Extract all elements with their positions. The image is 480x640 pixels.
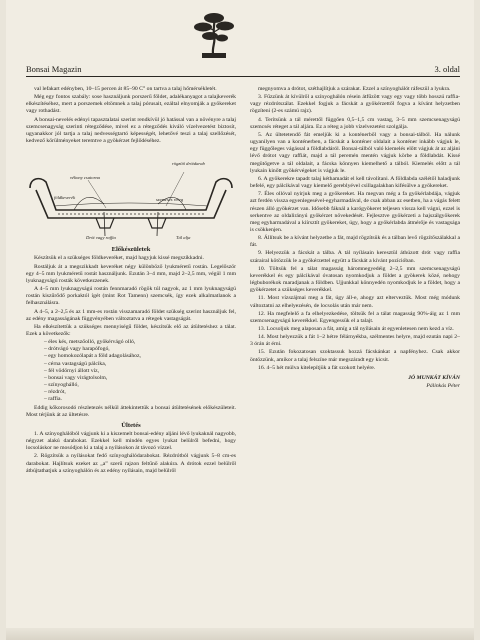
paragraph: Még egy fontos szabály: sose használjunk porszerű földet, adalékanyagot a talajkeverék elkészítéséhez, mert a porszemek eltömnek a talaj pórusait, ezáltal elnyomják a gyökereket vagy rothadást.	[26, 94, 236, 115]
paragraph: Készítsük el a szükséges földkeveréket, majd hagyjuk kissé megszikkadni.	[34, 255, 204, 262]
figure-label: rögzítő drótdarab	[172, 161, 205, 167]
list-item: – egy homokozólapát a föld adagolásához,	[44, 353, 236, 360]
list-item: – éles kés, metszőolló, gyökérvágó olló,	[44, 339, 236, 346]
list-item: – rézdrót,	[44, 389, 236, 396]
paragraph: A bonsai-nevelés edényi tapasztalatai szerint rendkívül jó hatással van a növényre a talaj szemcsenagyság szerinti rétegződése, mivel ez a rétegződés kiváló vízelvezetést biztosít, ugyanakkor jól tartja a talaj nedvességtartó képességét, lehetővé teszi a talaj szellőzését, kedvező körülményeket teremtve a gyökérzet fejlődéséhez.	[26, 116, 236, 145]
figure-label: Drót vagy raffia	[86, 235, 116, 241]
paragraph: 5. Az ültetetendő fát emeljük ki a konténerből vagy a bonsai-tálból. Ha nálunk ugyanilyen van a konténerben, a fácskát a konténer oldalait a konténer inkább vágjuk le, egy függőleges vágással a földlabdáról. Bonsai-tálból való kiemelés előtt vágjuk át az aljáni lévő drótot vagy raffiát, majd a tál peremén mentén vágjuk körbe a földlabdát. Kissé megütögetve a tál oldalait, a fácska könnyen kiemelhető a tálból. Kiemelés előtt a tál lyukain kinőtt gyökérvégeket is vágjuk le.	[250, 131, 460, 174]
paragraph: 7. Éles ollóval nyirjuk meg a gyökereket. Ha megvan még a fa gyökérlabdája, vágjuk azt ferdén vissza egyenlegesével-egyharmadával, de csak abban az esetben, ha a vágás felett részen álló gyökérzet van. Idősebb fáknál a karógyökeret teljesen vissza kell vágni, ezzel is serkentve az oldalirányú gyökérzet növekedését. Fejlesztve gyökérzeti a hajszálgyökerek meg egyharmadával a kiírsztít gyökereket, úgy, hogy a gyökérlabda átmérője és vastagsága is csökkenjen.	[250, 191, 461, 233]
paragraph: 10. Töltsük fel a tálat magasság háromnegyedéig 2–2,5 mm szemcsenagyságú keverékkel és egy pálcikával óvatosan nyomkodjuk a földet a gyökerek közé, nehogy légbuborékok maradjanak a földben. Ujjunkkal könnyedén nyomkodjuk le a földet, hogy a gyökérzetet a szükséges keverékkel.	[250, 265, 460, 294]
page-bottom-edge	[6, 628, 474, 640]
paragraph: A 4–5, a 2–2,5 és az 1 mm-es rostán visszamaradó földet szükség szerint használjuk fel, az edény magasságának függvényében változtatva a rétegek vastagságát.	[26, 308, 236, 322]
paragraph: 9. Helyezzük a fácskát a tálba. A tál nyílásain keresztül áthúzott drót vagy raffia szárairal kötözzük le a gyökérzettel együtt a fácskát a kívánt pozícióban.	[250, 250, 460, 264]
paragraph: 11. Most vízszájmai meg a fát, úgy áll-e, ahogy azt elterveztük. Most még módunk változtatni az elhelyezésén, de locsolás után már nem.	[250, 295, 460, 309]
paragraph: A 4–5 mm lyuknagyságú rostán fennmaradó rögök túl nagyok, az 1 mm lyuknagyságú rostán kiszűrődő porkaktól ígét (mint Rot Tamenn) szemcsék, így ezek alkalmatlanok a felhasználásra.	[26, 286, 236, 307]
paragraph: 8. Állítsuk be a kívánt helyzetbe a fát, majd rögzítsük és a tálban levő rögzítőszálakkal a fát.	[250, 235, 460, 249]
list-item: – fél vödörnyi állott víz,	[44, 368, 236, 375]
paragraph: 6. A gyökerekre tapadt talaj kéthamadát el kell távolítani. A földlabda szélétől haladjunk befelé, egy pálcikával vagy kiemelő gereblyével csillagalakban kifésülve a gyökereket.	[250, 175, 460, 190]
tools-list	[26, 339, 236, 403]
text-column-left	[26, 86, 236, 476]
pot-cross-section-figure	[26, 148, 236, 243]
page-header	[26, 60, 460, 77]
figure-label: földkeverék	[54, 195, 76, 201]
list-item: – színyoghálló,	[44, 382, 236, 389]
section-heading: Előkészületek	[111, 246, 151, 254]
list-item: – cérna vastagságú pálcika,	[44, 361, 236, 368]
paragraph: Eddig kőkorosodó részletezés nélkül áttekintettük a bonsai átültetésének előkészületeit. Most térjünk át az ültetésre.	[26, 404, 236, 418]
list-item: – raffia.	[44, 396, 236, 403]
paragraph: 4. Terítsünk a tál mérettől függően 0,5–1,5 cm vastag, 3–5 mm szemcsenagyságú szemcsés réteget a tál aljára. Ez a réteg a jobb vízelvezetést szolgálja.	[250, 116, 460, 130]
section-heading: Ültetés	[121, 421, 141, 429]
list-item: – bonsai vagy virágtolsolm,	[44, 375, 236, 382]
magazine-title: Bonsai Magazin	[26, 64, 82, 74]
paragraph: 16. 4–5 hét múlva kitelepítjük a fát szokott helyére.	[258, 364, 376, 371]
paragraph: 13. Locsoljuk meg alaposan a fát, amíg a tál nyílásain át egyenletesen nem kezd a víz.	[258, 326, 454, 332]
paragraph: val lefakart edényben, 10–15 percen át 85–90 C° on tartva a talaj hőmérsékletét.	[34, 86, 217, 92]
paragraph: Ha elkészítettük a szükséges mennyiségű földet, készítsük elő az átültetéshez a tálat. Ezek a következők:	[26, 323, 236, 337]
list-item: – drótvágó vagy harapófogó,	[44, 346, 236, 353]
paragraph: 1. A színyoghálóból vágjunk ki a kiszemelt bonsai-edény aljáni lévő lyukaknál nagyobb, négyzet alakú darabokat. Ezekkel kell mindén egyes lyukat belülről befedni, hogy locsoláskor ne mosódjon ki a talaj a nyílásokon át távozó vízzel.	[26, 431, 236, 452]
author-signature: Pálinkás Péter	[426, 383, 460, 390]
signoff: JÓ MUNKÁT KÍVÁN	[408, 374, 460, 381]
figure-label: Tál alja	[176, 235, 191, 241]
bonsai-tree-logo	[192, 8, 236, 60]
page-number: 3. oldal	[434, 64, 460, 74]
paragraph: 14. Most helyezzük a fát 1–2 hétre félárnyékba, szélmentes helyre, majd ezután napi 2–3 órán át érni.	[250, 334, 460, 348]
paragraph: Rostáljuk át a megszikkadt keveréket négy különböző lyukméretű rostán. Legelőször egy 4–5 mm lyukméretű rostát használjunk. Ezután 3–4 mm, majd 2–2,5 mm, végül 1 mm lyuknagyságú rosták következzenek.	[26, 263, 236, 284]
text-column-right	[250, 86, 460, 391]
paragraph: 2. Rögzítsük a nyílásokat fedő színyoghálódarabokat. Rézdrótból vágjunk 5–8 cm-es darabokat. Hajlítsuk ezeket az „a” szerű rajzon feltűnő alakúra. A drótok ezzel belülről átbújtathatjuk a színyoghálón és az edény nyílásain, majd belülről	[26, 453, 236, 474]
figure-label: szemcsés réteg	[156, 197, 184, 203]
paragraph: 3. Fűzzünk át kívülről a színyoghálón résein átfűzött vagy egy vagy több hosszú raffia- vagy rézdrótszálat. Ezekkel fogjuk a fácskát a gyökérzettől fogva a kívánt helyzetben rögzíteni (2-es számú rajz).	[250, 94, 460, 115]
magazine-page	[6, 0, 474, 640]
figure-label: vékony csatorna	[70, 175, 100, 181]
paragraph: megnyomva a drótot, széthajlítjuk a szárakat. Ezzel a színyoghálót ráfeszül a lyukra.	[258, 86, 451, 92]
paragraph: 15. Ezután fokozatosan szoktassuk hozzá fácskánkat a napfényhez. Csak akkor öntözzünk, amikor a talaj felszíne már megszáradt egy kicsit.	[250, 349, 460, 363]
paragraph: 12. Ha megfelelő a fa elhelyezkedése, töltsük fel a tálat magasság 90%-áig az 1 mm szemcsenagyságú keverékkel. Egyengessük el a talajt.	[250, 310, 460, 324]
